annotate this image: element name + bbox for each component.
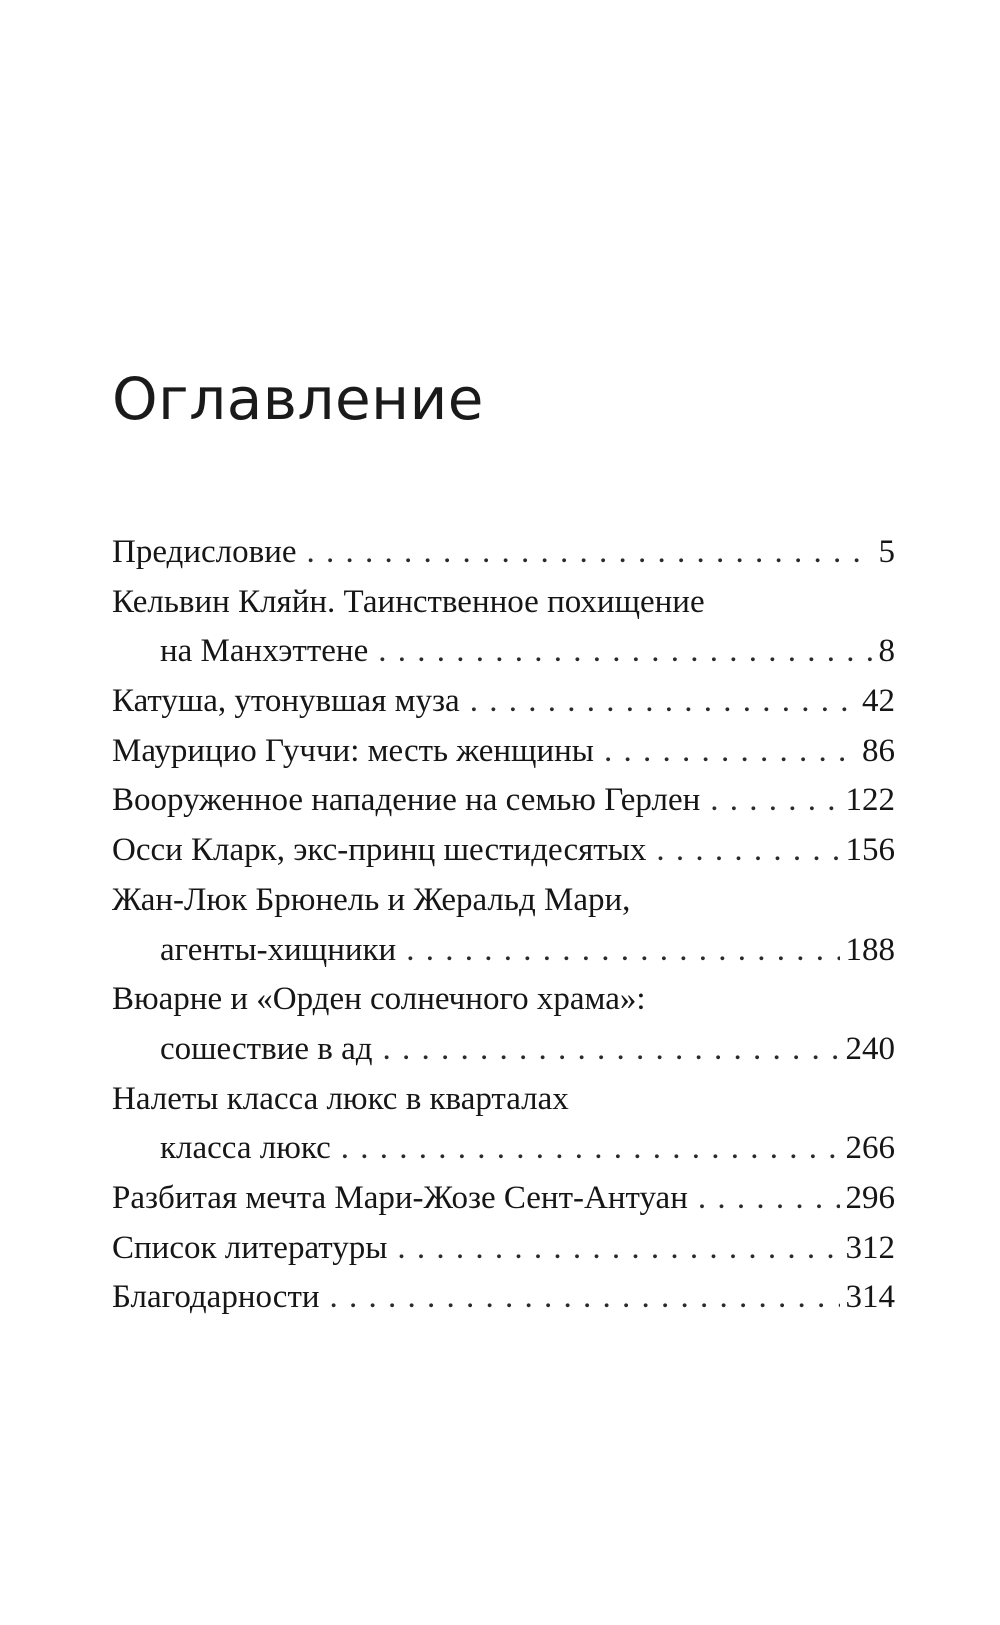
toc-line <box>112 1174 895 1224</box>
page-number: 86 <box>862 732 895 769</box>
toc-entry <box>112 677 895 727</box>
toc-entry <box>112 1224 895 1274</box>
page-number: 240 <box>845 1030 895 1067</box>
toc-line-continuation <box>112 627 895 677</box>
toc-entry <box>112 528 895 578</box>
entry-title-continuation: сошествие в ад <box>160 1030 373 1067</box>
entry-title: Осси Кларк, экс-принц шестидесятых <box>112 832 647 869</box>
table-of-contents <box>112 528 895 1323</box>
page-number: 8 <box>878 633 895 670</box>
toc-entry <box>112 776 895 826</box>
entry-title: Предисловие <box>112 534 297 570</box>
page-number: 188 <box>845 931 895 968</box>
dot-leader <box>383 1025 840 1075</box>
entry-title: Маурицио Гуччи: месть женщины <box>112 732 594 769</box>
dot-leader <box>470 677 856 727</box>
dot-leader <box>656 826 839 876</box>
dot-leader <box>341 1124 840 1174</box>
toc-line <box>112 975 895 1025</box>
page-number: 296 <box>845 1179 895 1216</box>
entry-title-continuation: класса люкс <box>160 1130 331 1167</box>
toc-line <box>112 1075 895 1125</box>
entry-title: Вооруженное нападение на семью Герлен <box>112 782 701 819</box>
toc-line <box>112 1273 895 1323</box>
page-number: 156 <box>845 832 895 869</box>
entry-title: Разбитая мечта Мари-Жозе Сент-Антуан <box>112 1179 688 1216</box>
toc-entry <box>112 826 895 876</box>
dot-leader <box>604 727 856 777</box>
page-number: 122 <box>845 782 895 819</box>
dot-leader <box>378 627 872 677</box>
dot-leader <box>710 776 839 826</box>
entry-title: Катуша, утонувшая муза <box>112 683 460 720</box>
page-number: 5 <box>878 534 895 570</box>
toc-line <box>112 578 895 628</box>
dot-leader <box>307 528 873 578</box>
entry-title: Налеты класса люкс в кварталах <box>112 1080 569 1117</box>
toc-entry <box>112 1174 895 1224</box>
dot-leader <box>406 926 839 976</box>
toc-line <box>112 528 895 578</box>
entry-title-continuation: агенты-хищники <box>160 931 397 968</box>
toc-entry <box>112 876 895 975</box>
dot-leader <box>397 1224 839 1274</box>
toc-line <box>112 1224 895 1274</box>
toc-entry <box>112 578 895 677</box>
toc-entry <box>112 1075 895 1174</box>
entry-title-continuation: на Манхэттене <box>160 633 369 670</box>
entry-title: Благодарности <box>112 1279 320 1316</box>
toc-line-continuation <box>112 1124 895 1174</box>
toc-line-continuation <box>112 926 895 976</box>
page-number: 266 <box>845 1130 895 1167</box>
dot-leader <box>698 1174 840 1224</box>
toc-line-continuation <box>112 1025 895 1075</box>
toc-entry <box>112 975 895 1074</box>
entry-title: Жан-Люк Брюнель и Жеральд Мари, <box>112 881 631 918</box>
page-number: 314 <box>845 1279 895 1316</box>
toc-entry <box>112 1273 895 1323</box>
page-number: 312 <box>845 1229 895 1266</box>
toc-line <box>112 876 895 926</box>
page-number: 42 <box>862 683 895 720</box>
toc-line <box>112 677 895 727</box>
page-title: Оглавление <box>112 365 484 433</box>
toc-entry <box>112 727 895 777</box>
entry-title: Список литературы <box>112 1229 388 1266</box>
toc-line <box>112 776 895 826</box>
toc-line <box>112 826 895 876</box>
dot-leader <box>330 1273 840 1323</box>
entry-title: Кельвин Кляйн. Таинственное похищение <box>112 583 705 620</box>
toc-line <box>112 727 895 777</box>
entry-title: Вюарне и «Орден солнечного храма»: <box>112 981 646 1018</box>
